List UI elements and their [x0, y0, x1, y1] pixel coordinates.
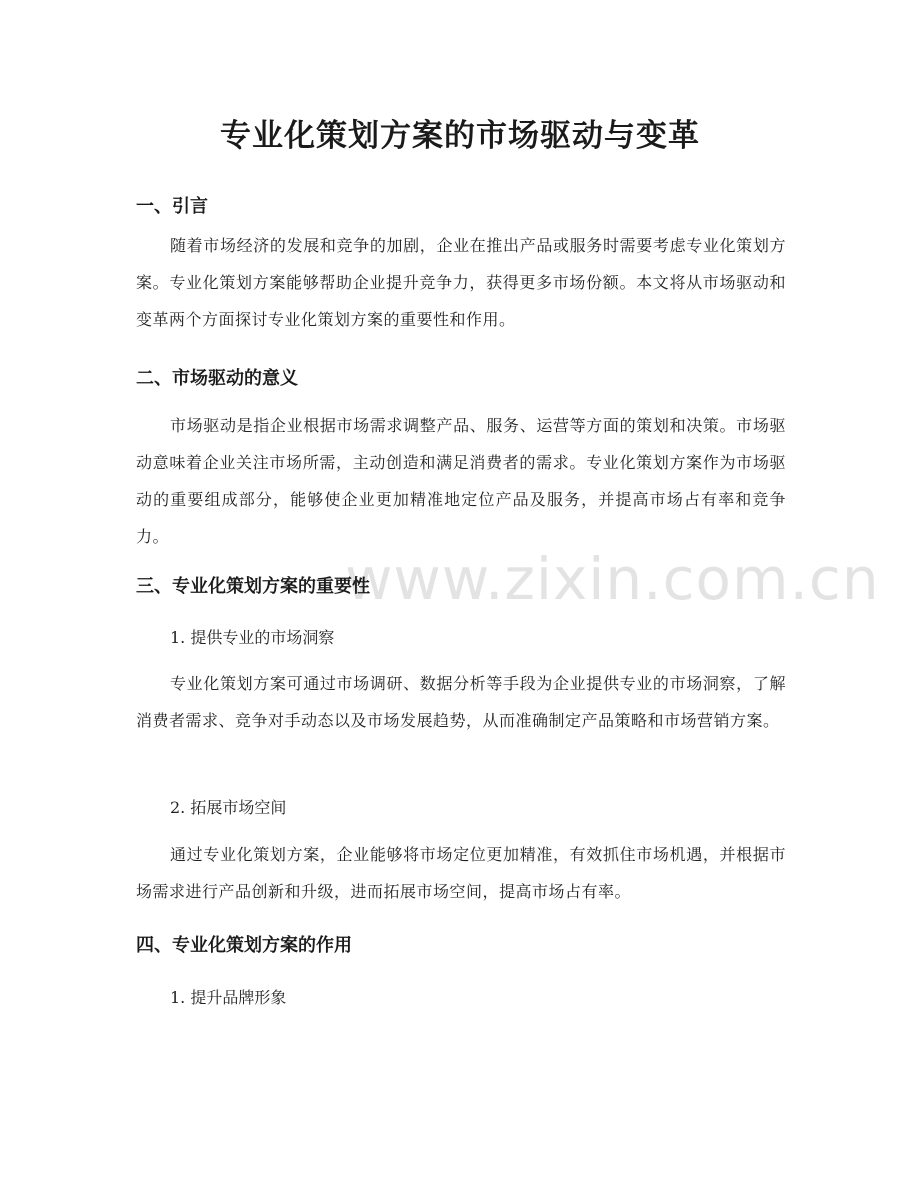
watermark: www.zixin.com.cn	[345, 545, 880, 613]
section-heading-market-driven: 二、市场驱动的意义	[136, 368, 298, 389]
subsection-label-brand-image: 1. 提升品牌形象	[170, 988, 287, 1007]
subsection-label-expand-market: 2. 拓展市场空间	[170, 798, 287, 817]
section-heading-importance: 三、专业化策划方案的重要性	[136, 576, 370, 597]
subsection-paragraph-insight: 专业化策划方案可通过市场调研、数据分析等手段为企业提供专业的市场洞察，了解消费者需求、竞争对手动态以及市场发展趋势，从而准确制定产品策略和市场营销方案。	[136, 674, 786, 730]
section-heading-intro: 一、引言	[136, 196, 208, 217]
section-paragraph-market-driven: 市场驱动是指企业根据市场需求调整产品、服务、运营等方面的策划和决策。市场驱动意味着企业关注市场所需，主动创造和满足消费者的需求。专业化策划方案作为市场驱动的重要组成部分，能够使企业更加精准地定位产品及服务，并提高市场占有率和竞争力。	[136, 416, 786, 546]
subsection-label-insight: 1. 提供专业的市场洞察	[170, 628, 335, 647]
document-title: 专业化策划方案的市场驱动与变革	[220, 118, 700, 154]
section-heading-role: 四、专业化策划方案的作用	[136, 935, 352, 956]
section-paragraph-intro: 随着市场经济的发展和竞争的加剧，企业在推出产品或服务时需要考虑专业化策划方案。专业化策划方案能够帮助企业提升竞争力，获得更多市场份额。本文将从市场驱动和变革两个方面探讨专业化策划方案的重要性和作用。	[136, 236, 786, 329]
subsection-paragraph-expand-market: 通过专业化策划方案，企业能够将市场定位更加精准，有效抓住市场机遇，并根据市场需求进行产品创新和升级，进而拓展市场空间，提高市场占有率。	[136, 845, 786, 901]
